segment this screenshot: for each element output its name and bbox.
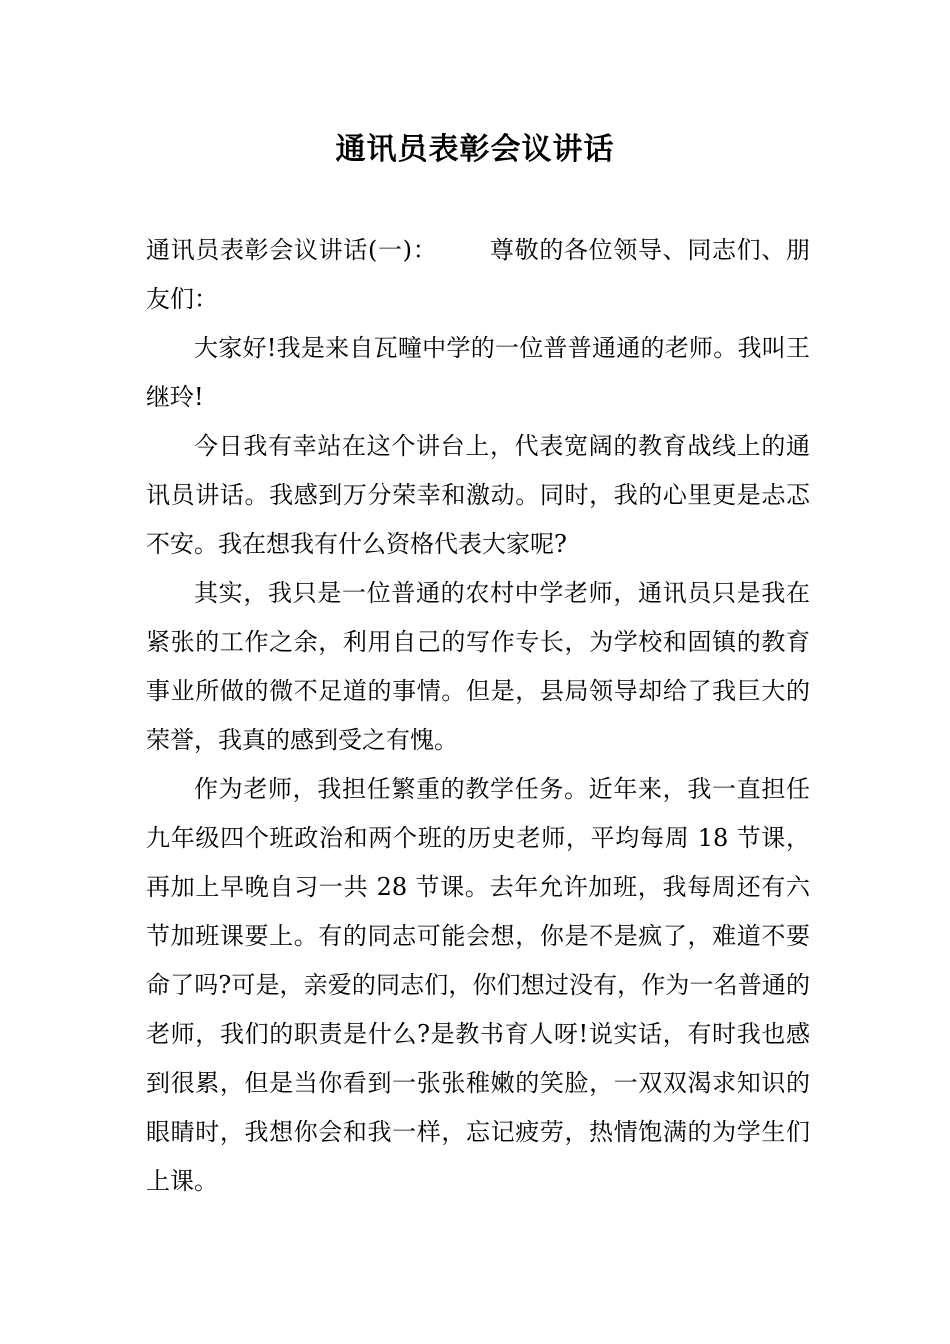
document-body [146,226,810,1206]
paragraph-3: 其实，我只是一位普通的农村中学老师，通讯员只是我在紧张的工作之余，利用自己的写作专长，为学校和固镇的教育事业所做的微不足道的事情。但是，县局领导却给了我巨大的荣誉，我真的感到受之有愧。 [146,579,810,754]
intro-heading: 通讯员表彰会议讲话(一)： [146,236,438,264]
document-title: 通讯员表彰会议讲话 [335,132,615,167]
paragraph-4: 作为老师，我担任繁重的教学任务。近年来，我一直担任九年级四个班政治和两个班的历史老师，平均每周 18 节课，再加上早晚自习一共 28 节课。去年允许加班，我每周还有六节加班课要上。有的同志可能会想，你是不是疯了，难道不要命了吗?可是，亲爱的同志们，你们想过没有，作为一名普通的老师，我们的职责是什么?是教书育人呀!说实话，有时我也感到很累，但是当你看到一张张稚嫩的笑脸，一双双渴求知识的眼睛时，我想你会和我一样，忘记疲劳，热情饱满的为学生们上课。 [146,775,810,1195]
paragraph-2: 今日我有幸站在这个讲台上，代表宽阔的教育战线上的通讯员讲话。我感到万分荣幸和激动。同时，我的心里更是忐忑不安。我在想我有什么资格代表大家呢? [146,432,810,558]
intro-salutation: 尊敬的各位领导、同志们、朋友们： [146,236,810,313]
paragraph-1: 大家好!我是来自瓦疃中学的一位普普通通的老师。我叫王继玲! [146,334,810,411]
intro-paragraph [146,226,810,324]
